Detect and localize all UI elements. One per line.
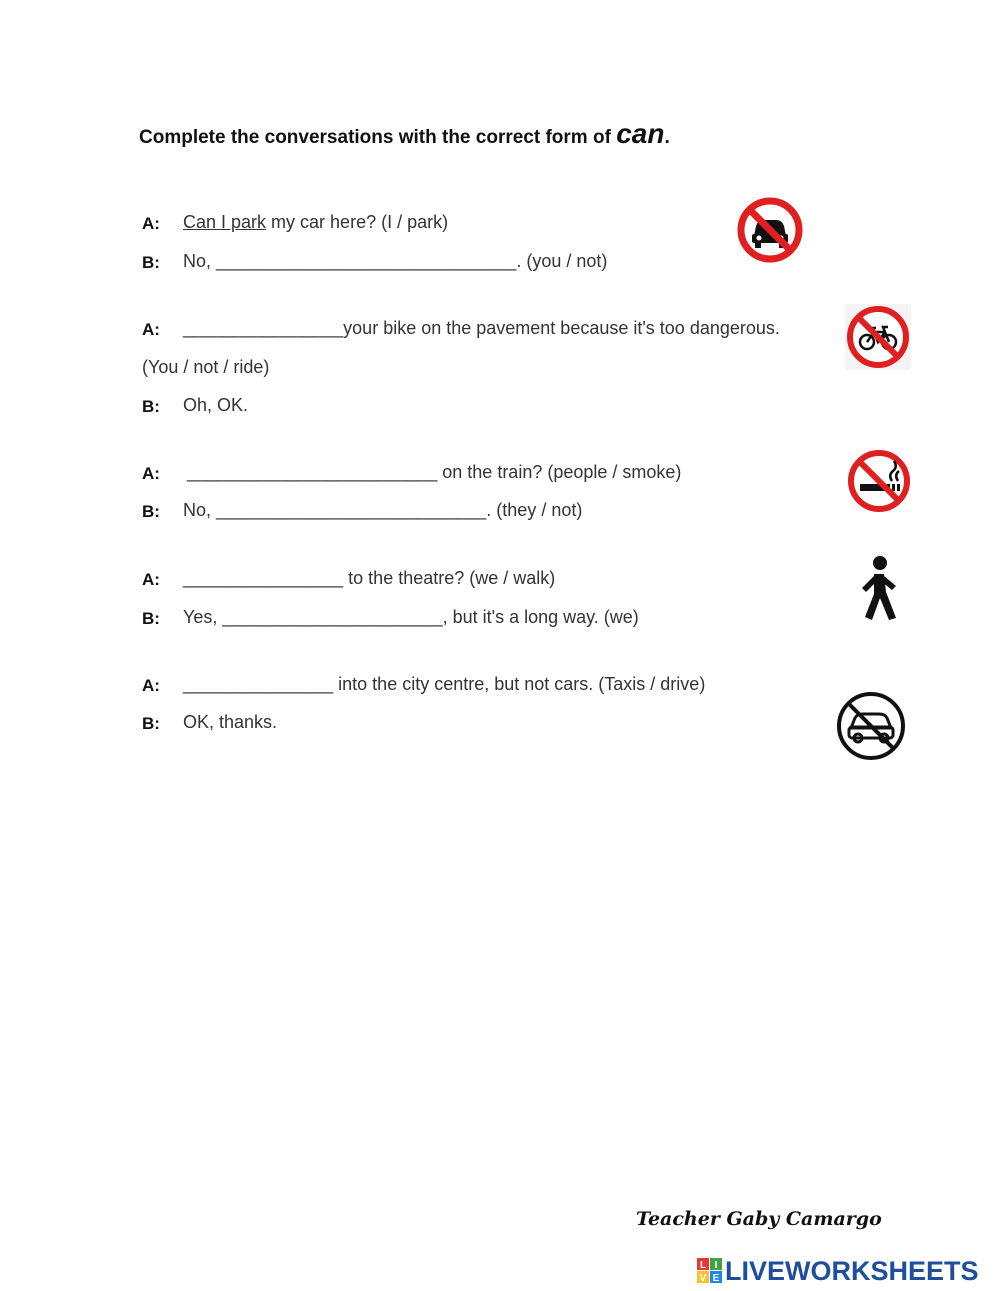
speaker-b-label: B: bbox=[142, 253, 160, 272]
conversation-2-line-a-cont: (You / not / ride) bbox=[142, 357, 270, 377]
no-cars-icon bbox=[835, 690, 907, 762]
conversation-3-line-b[interactable]: No, ___________________________. (they / not) bbox=[183, 500, 583, 520]
badge-letter: E bbox=[712, 1273, 720, 1284]
conversation-5-line-b: OK, thanks. bbox=[183, 712, 278, 732]
liveworksheets-logo bbox=[697, 1255, 979, 1287]
title-end: . bbox=[664, 127, 670, 148]
speaker-b-label: B: bbox=[142, 502, 160, 521]
speaker-a-label: A: bbox=[142, 214, 160, 233]
teacher-signature: Teacher Gaby Camargo bbox=[636, 1208, 882, 1230]
line-text: my car here? (I / park) bbox=[266, 212, 449, 232]
speaker-a-label: A: bbox=[142, 676, 160, 695]
speaker-b-label: B: bbox=[142, 609, 160, 628]
no-cycling-icon bbox=[845, 304, 911, 370]
conversation-1-line-b[interactable]: No, ______________________________. (you / not) bbox=[183, 251, 608, 271]
conversation-4-line-a[interactable]: ________________ to the theatre? (we / walk) bbox=[183, 568, 556, 588]
conversation-1-line-a bbox=[183, 212, 448, 233]
worksheet-title bbox=[139, 118, 670, 150]
badge-letter: I bbox=[714, 1260, 718, 1271]
conversation-2-line-b: Oh, OK. bbox=[183, 395, 249, 415]
badge-letter: L bbox=[699, 1260, 707, 1271]
badge-letter: V bbox=[699, 1273, 707, 1284]
speaker-a-label: A: bbox=[142, 320, 160, 339]
conversation-3-line-a[interactable]: _________________________ on the train? (people / smoke) bbox=[187, 462, 682, 482]
pedestrian-icon bbox=[852, 554, 906, 624]
speaker-b-label: B: bbox=[142, 714, 160, 733]
conversation-5-line-a[interactable]: _______________ into the city centre, but not cars. (Taxis / drive) bbox=[183, 674, 706, 694]
title-emphasis: can bbox=[616, 118, 665, 149]
title-text: Complete the conversations with the correct form of bbox=[139, 127, 617, 148]
speaker-b-label: B: bbox=[142, 397, 160, 416]
no-smoking-icon bbox=[846, 448, 912, 514]
liveworksheets-badge-icon bbox=[697, 1258, 723, 1284]
speaker-a-label: A: bbox=[142, 464, 160, 483]
example-answer: Can I park bbox=[183, 212, 267, 232]
no-parking-icon bbox=[736, 196, 804, 264]
speaker-a-label: A: bbox=[142, 570, 160, 589]
conversation-2-line-a[interactable]: ________________your bike on the pavement because it's too dangerous. bbox=[183, 318, 780, 338]
brand-text: LIVEWORKSHEETS bbox=[725, 1255, 979, 1286]
conversation-4-line-b[interactable]: Yes, ______________________, but it's a long way. (we) bbox=[183, 607, 639, 627]
